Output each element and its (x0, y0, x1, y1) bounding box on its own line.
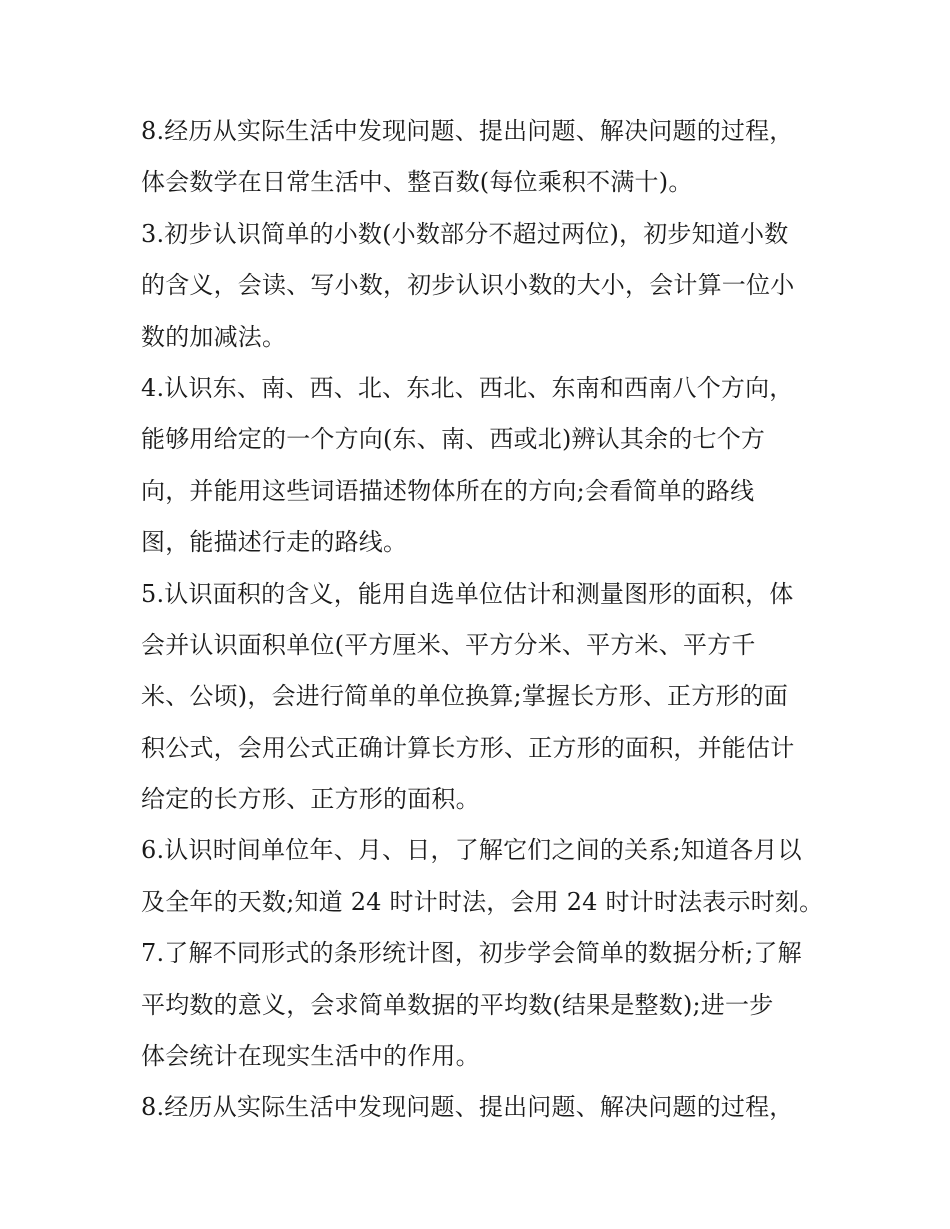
text-line: 给定的长方形、正方形的面积。 (141, 785, 480, 814)
text-line: 向，并能用这些词语描述物体所在的方向;会看简单的路线 (141, 476, 755, 505)
text-line: 图，能描述行走的路线。 (141, 528, 408, 557)
text-line: 米、公顷)，会进行简单的单位换算;掌握长方形、正方形的面 (141, 682, 789, 711)
text-line: 6.认识时间单位年、月、日，了解它们之间的关系;知道各月以 (141, 836, 802, 865)
text-line: 5.认识面积的含义，能用自选单位估计和测量图形的面积，体 (141, 579, 794, 608)
text-line: 及全年的天数;知道 24 时计时法，会用 24 时计时法表示时刻。 (141, 887, 824, 916)
text-line: 会并认识面积单位(平方厘米、平方分米、平方米、平方千 (141, 630, 756, 659)
text-line: 3.初步认识简单的小数(小数部分不超过两位)，初步知道小数 (141, 219, 789, 248)
text-line: 平均数的意义，会求简单数据的平均数(结果是整数);进一步 (141, 990, 774, 1019)
text-line: 数的加减法。 (141, 322, 287, 351)
text-line: 8.经历从实际生活中发现问题、提出问题、解决问题的过程， (141, 1093, 794, 1122)
text-line: 7.了解不同形式的条形统计图，初步学会简单的数据分析;了解 (141, 939, 802, 968)
text-line: 的含义，会读、写小数，初步认识小数的大小，会计算一位小 (141, 271, 795, 300)
text-line: 体会统计在现实生活中的作用。 (141, 1042, 480, 1071)
text-line: 8.经历从实际生活中发现问题、提出问题、解决问题的过程， (141, 117, 794, 145)
document-body (141, 106, 824, 1134)
text-line: 积公式，会用公式正确计算长方形、正方形的面积，并能估计 (141, 733, 795, 762)
text-line: 能够用给定的一个方向(东、南、西或北)辨认其余的七个方 (141, 425, 766, 454)
text-line: 体会数学在日常生活中、整百数(每位乘积不满十)。 (141, 168, 693, 197)
text-line: 4.认识东、南、西、北、东北、西北、东南和西南八个方向， (141, 373, 794, 402)
